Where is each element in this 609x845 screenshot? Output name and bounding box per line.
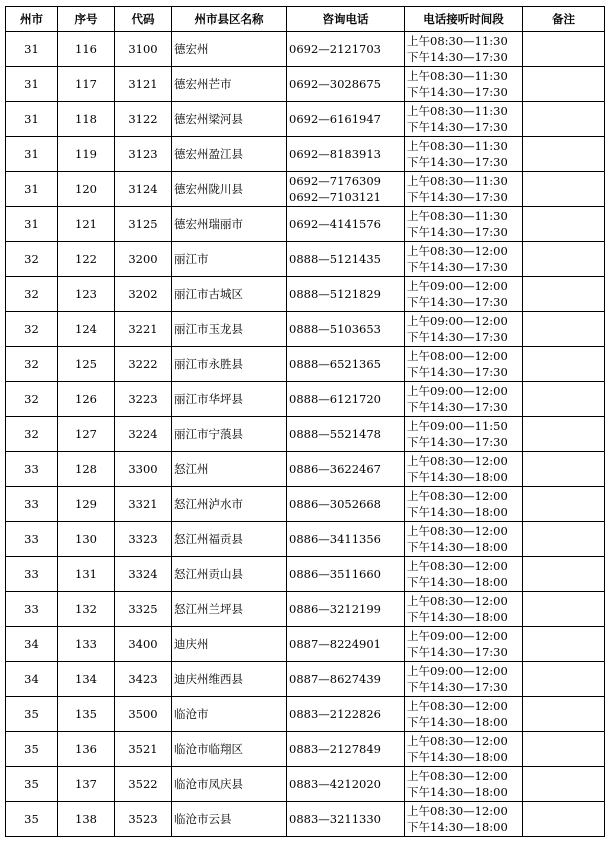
cell-name: 丽江市宁蒗县 (172, 417, 287, 452)
table-row (6, 452, 605, 487)
cell-xuhao: 129 (58, 487, 115, 522)
table-row (6, 67, 605, 102)
cell-zhoushi: 35 (6, 697, 58, 732)
cell-phone-line: 0886—3052668 (289, 497, 381, 511)
cell-hours (405, 592, 523, 627)
cell-hours-line: 下午14:30—18:00 (407, 610, 508, 624)
cell-note (523, 417, 605, 452)
cell-phone (287, 207, 405, 242)
cell-note (523, 67, 605, 102)
cell-zhoushi: 31 (6, 172, 58, 207)
cell-hours-line: 上午08:30—12:00 (407, 769, 508, 783)
table-row (6, 557, 605, 592)
header-hours: 电话接听时间段 (405, 7, 523, 32)
cell-hours-line: 上午08:30—11:30 (407, 34, 508, 48)
cell-zhoushi: 32 (6, 242, 58, 277)
cell-name: 德宏州瑞丽市 (172, 207, 287, 242)
cell-note (523, 347, 605, 382)
cell-hours (405, 242, 523, 277)
table-row (6, 32, 605, 67)
cell-zhoushi: 32 (6, 347, 58, 382)
cell-xuhao: 121 (58, 207, 115, 242)
cell-hours-line: 下午14:30—17:30 (407, 120, 508, 134)
cell-zhoushi: 31 (6, 32, 58, 67)
cell-zhoushi: 34 (6, 662, 58, 697)
cell-hours (405, 417, 523, 452)
cell-name: 丽江市永胜县 (172, 347, 287, 382)
cell-phone (287, 347, 405, 382)
cell-zhoushi: 35 (6, 802, 58, 837)
cell-phone-line: 0886—3511660 (289, 567, 381, 581)
cell-phone (287, 557, 405, 592)
table-row (6, 347, 605, 382)
cell-name: 德宏州 (172, 32, 287, 67)
table-row (6, 802, 605, 837)
cell-hours-line: 下午14:30—17:30 (407, 435, 508, 449)
cell-zhoushi: 35 (6, 732, 58, 767)
header-note: 备注 (523, 7, 605, 32)
cell-phone (287, 452, 405, 487)
cell-hours-line: 上午09:00—12:00 (407, 629, 508, 643)
cell-xuhao: 120 (58, 172, 115, 207)
cell-zhoushi: 32 (6, 312, 58, 347)
cell-hours-line: 上午08:30—12:00 (407, 594, 508, 608)
table-row (6, 172, 605, 207)
cell-note (523, 487, 605, 522)
cell-hours-line: 下午14:30—17:30 (407, 190, 508, 204)
cell-hours-line: 上午08:30—11:30 (407, 174, 508, 188)
cell-xuhao: 131 (58, 557, 115, 592)
cell-zhoushi: 31 (6, 207, 58, 242)
header-row (6, 7, 605, 32)
cell-note (523, 207, 605, 242)
cell-note (523, 557, 605, 592)
table-row (6, 592, 605, 627)
table-row (6, 242, 605, 277)
cell-hours-line: 上午09:00—12:00 (407, 279, 508, 293)
cell-hours (405, 627, 523, 662)
cell-name: 怒江州泸水市 (172, 487, 287, 522)
cell-name: 怒江州 (172, 452, 287, 487)
cell-note (523, 277, 605, 312)
cell-phone-line: 0692—6161947 (289, 112, 381, 126)
cell-name: 德宏州盈江县 (172, 137, 287, 172)
cell-name: 丽江市 (172, 242, 287, 277)
cell-note (523, 697, 605, 732)
cell-hours-line: 上午08:30—12:00 (407, 804, 508, 818)
cell-phone-line: 0692—2121703 (289, 42, 381, 56)
cell-xuhao: 138 (58, 802, 115, 837)
cell-phone-line: 0883—3211330 (289, 812, 381, 826)
cell-hours-line: 上午08:30—11:30 (407, 209, 508, 223)
cell-name: 怒江州贡山县 (172, 557, 287, 592)
table-row (6, 312, 605, 347)
cell-phone (287, 592, 405, 627)
cell-hours-line: 下午14:30—17:30 (407, 295, 508, 309)
cell-daima: 3122 (115, 102, 172, 137)
cell-hours (405, 767, 523, 802)
cell-hours-line: 下午14:30—18:00 (407, 505, 508, 519)
cell-note (523, 732, 605, 767)
cell-xuhao: 126 (58, 382, 115, 417)
cell-daima: 3423 (115, 662, 172, 697)
cell-daima: 3200 (115, 242, 172, 277)
cell-phone-line: 0888—6121720 (289, 392, 381, 406)
cell-phone-line: 0888—5121435 (289, 252, 381, 266)
cell-hours (405, 137, 523, 172)
cell-note (523, 592, 605, 627)
cell-phone-line: 0883—2127849 (289, 742, 381, 756)
cell-hours-line: 上午08:30—12:00 (407, 559, 508, 573)
cell-zhoushi: 31 (6, 137, 58, 172)
table-row (6, 697, 605, 732)
cell-xuhao: 132 (58, 592, 115, 627)
table-row (6, 522, 605, 557)
cell-hours-line: 下午14:30—17:30 (407, 155, 508, 169)
cell-daima: 3500 (115, 697, 172, 732)
cell-note (523, 522, 605, 557)
cell-hours-line: 下午14:30—17:30 (407, 260, 508, 274)
cell-xuhao: 125 (58, 347, 115, 382)
cell-hours (405, 67, 523, 102)
cell-hours-line: 下午14:30—18:00 (407, 785, 508, 799)
cell-hours (405, 102, 523, 137)
header-daima: 代码 (115, 7, 172, 32)
cell-name: 临沧市 (172, 697, 287, 732)
cell-hours-line: 上午08:30—12:00 (407, 454, 508, 468)
cell-phone (287, 172, 405, 207)
cell-xuhao: 128 (58, 452, 115, 487)
cell-hours (405, 312, 523, 347)
header-name: 州市县区名称 (172, 7, 287, 32)
cell-note (523, 102, 605, 137)
cell-hours-line: 下午14:30—18:00 (407, 575, 508, 589)
cell-name: 德宏州陇川县 (172, 172, 287, 207)
cell-xuhao: 135 (58, 697, 115, 732)
cell-note (523, 662, 605, 697)
cell-note (523, 242, 605, 277)
cell-hours-line: 下午14:30—17:30 (407, 680, 508, 694)
cell-phone-line: 0888—5121829 (289, 287, 381, 301)
cell-hours-line: 下午14:30—18:00 (407, 470, 508, 484)
cell-phone (287, 67, 405, 102)
cell-hours-line: 上午08:30—12:00 (407, 524, 508, 538)
table-row (6, 662, 605, 697)
cell-zhoushi: 33 (6, 522, 58, 557)
cell-hours (405, 662, 523, 697)
cell-zhoushi: 31 (6, 102, 58, 137)
cell-xuhao: 137 (58, 767, 115, 802)
cell-zhoushi: 32 (6, 382, 58, 417)
table-row (6, 627, 605, 662)
cell-hours-line: 上午08:30—12:00 (407, 699, 508, 713)
cell-phone-line: 0888—5521478 (289, 427, 381, 441)
cell-zhoushi: 33 (6, 557, 58, 592)
cell-note (523, 32, 605, 67)
cell-xuhao: 123 (58, 277, 115, 312)
cell-phone-line: 0888—5103653 (289, 322, 381, 336)
cell-phone (287, 487, 405, 522)
table-row (6, 767, 605, 802)
cell-daima: 3223 (115, 382, 172, 417)
cell-hours-line: 下午14:30—18:00 (407, 540, 508, 554)
cell-phone (287, 627, 405, 662)
cell-note (523, 767, 605, 802)
cell-hours (405, 207, 523, 242)
cell-hours (405, 277, 523, 312)
cell-note (523, 802, 605, 837)
cell-hours-line: 下午14:30—17:30 (407, 645, 508, 659)
cell-name: 临沧市临翔区 (172, 732, 287, 767)
cell-xuhao: 136 (58, 732, 115, 767)
cell-zhoushi: 32 (6, 417, 58, 452)
cell-phone (287, 102, 405, 137)
cell-name: 迪庆州 (172, 627, 287, 662)
cell-phone-line: 0692—7176309 (289, 174, 381, 188)
cell-name: 德宏州芒市 (172, 67, 287, 102)
cell-xuhao: 118 (58, 102, 115, 137)
cell-hours-line: 上午08:30—11:30 (407, 69, 508, 83)
table-row (6, 137, 605, 172)
table-row (6, 417, 605, 452)
cell-name: 迪庆州维西县 (172, 662, 287, 697)
cell-phone (287, 382, 405, 417)
cell-phone-line: 0692—8183913 (289, 147, 381, 161)
cell-hours-line: 下午14:30—18:00 (407, 715, 508, 729)
cell-hours-line: 下午14:30—17:30 (407, 225, 508, 239)
cell-name: 怒江州福贡县 (172, 522, 287, 557)
cell-daima: 3224 (115, 417, 172, 452)
table-row (6, 732, 605, 767)
cell-xuhao: 119 (58, 137, 115, 172)
cell-daima: 3522 (115, 767, 172, 802)
table-row (6, 207, 605, 242)
cell-hours (405, 697, 523, 732)
cell-zhoushi: 33 (6, 592, 58, 627)
table-row (6, 277, 605, 312)
cell-daima: 3123 (115, 137, 172, 172)
cell-phone (287, 32, 405, 67)
cell-xuhao: 116 (58, 32, 115, 67)
cell-phone (287, 312, 405, 347)
cell-phone (287, 662, 405, 697)
cell-phone-line: 0886—3411356 (289, 532, 381, 546)
cell-daima: 3202 (115, 277, 172, 312)
cell-hours-line: 上午09:00—12:00 (407, 314, 508, 328)
cell-zhoushi: 33 (6, 452, 58, 487)
cell-daima: 3325 (115, 592, 172, 627)
cell-daima: 3100 (115, 32, 172, 67)
cell-name: 丽江市玉龙县 (172, 312, 287, 347)
table-row (6, 102, 605, 137)
cell-daima: 3323 (115, 522, 172, 557)
cell-hours-line: 下午14:30—17:30 (407, 400, 508, 414)
cell-name: 德宏州梁河县 (172, 102, 287, 137)
cell-name: 临沧市云县 (172, 802, 287, 837)
cell-hours (405, 732, 523, 767)
cell-hours (405, 802, 523, 837)
cell-phone-line: 0887—8224901 (289, 637, 381, 651)
cell-xuhao: 122 (58, 242, 115, 277)
cell-phone-line: 0886—3622467 (289, 462, 381, 476)
cell-xuhao: 134 (58, 662, 115, 697)
cell-hours-line: 上午08:30—12:00 (407, 734, 508, 748)
table-body (6, 32, 605, 837)
table-row (6, 382, 605, 417)
cell-note (523, 172, 605, 207)
header-zhoushi: 州市 (6, 7, 58, 32)
cell-phone-line: 0692—7103121 (289, 190, 381, 204)
cell-hours (405, 487, 523, 522)
cell-zhoushi: 32 (6, 277, 58, 312)
cell-hours-line: 上午08:30—12:00 (407, 244, 508, 258)
cell-phone-line: 0692—3028675 (289, 77, 381, 91)
cell-daima: 3400 (115, 627, 172, 662)
table-row (6, 487, 605, 522)
cell-hours-line: 下午14:30—18:00 (407, 750, 508, 764)
cell-hours-line: 上午09:00—11:50 (407, 419, 508, 433)
cell-zhoushi: 34 (6, 627, 58, 662)
cell-phone (287, 277, 405, 312)
cell-hours-line: 下午14:30—17:30 (407, 330, 508, 344)
cell-phone (287, 137, 405, 172)
cell-hours-line: 下午14:30—18:00 (407, 820, 508, 834)
cell-hours-line: 上午08:00—12:00 (407, 349, 508, 363)
cell-hours-line: 下午14:30—17:30 (407, 50, 508, 64)
cell-zhoushi: 35 (6, 767, 58, 802)
cell-phone-line: 0692—4141576 (289, 217, 381, 231)
cell-note (523, 382, 605, 417)
cell-hours (405, 452, 523, 487)
cell-hours-line: 下午14:30—17:30 (407, 85, 508, 99)
header-phone: 咨询电话 (287, 7, 405, 32)
cell-xuhao: 127 (58, 417, 115, 452)
cell-zhoushi: 31 (6, 67, 58, 102)
cell-xuhao: 124 (58, 312, 115, 347)
cell-phone-line: 0888—6521365 (289, 357, 381, 371)
cell-phone (287, 522, 405, 557)
cell-xuhao: 117 (58, 67, 115, 102)
cell-hours-line: 上午09:00—12:00 (407, 384, 508, 398)
cell-hours (405, 522, 523, 557)
cell-name: 丽江市古城区 (172, 277, 287, 312)
cell-phone (287, 767, 405, 802)
cell-phone-line: 0886—3212199 (289, 602, 381, 616)
cell-note (523, 627, 605, 662)
cell-phone (287, 732, 405, 767)
cell-name: 怒江州兰坪县 (172, 592, 287, 627)
cell-daima: 3523 (115, 802, 172, 837)
cell-name: 丽江市华坪县 (172, 382, 287, 417)
cell-phone (287, 242, 405, 277)
cell-note (523, 452, 605, 487)
cell-daima: 3124 (115, 172, 172, 207)
consultation-phone-table (5, 6, 605, 837)
cell-note (523, 312, 605, 347)
cell-phone (287, 417, 405, 452)
cell-hours-line: 下午14:30—17:30 (407, 365, 508, 379)
cell-daima: 3521 (115, 732, 172, 767)
cell-hours (405, 32, 523, 67)
cell-daima: 3121 (115, 67, 172, 102)
cell-phone-line: 0887—8627439 (289, 672, 381, 686)
header-xuhao: 序号 (58, 7, 115, 32)
cell-daima: 3321 (115, 487, 172, 522)
cell-note (523, 137, 605, 172)
cell-hours (405, 382, 523, 417)
cell-phone (287, 697, 405, 732)
cell-xuhao: 133 (58, 627, 115, 662)
cell-daima: 3125 (115, 207, 172, 242)
cell-daima: 3324 (115, 557, 172, 592)
cell-phone-line: 0883—2122826 (289, 707, 381, 721)
cell-hours (405, 172, 523, 207)
cell-phone (287, 802, 405, 837)
cell-name: 临沧市凤庆县 (172, 767, 287, 802)
cell-hours-line: 上午09:00—12:00 (407, 664, 508, 678)
cell-hours-line: 上午08:30—11:30 (407, 104, 508, 118)
cell-hours (405, 557, 523, 592)
cell-zhoushi: 33 (6, 487, 58, 522)
cell-hours (405, 347, 523, 382)
cell-daima: 3300 (115, 452, 172, 487)
cell-daima: 3222 (115, 347, 172, 382)
cell-phone-line: 0883—4212020 (289, 777, 381, 791)
cell-hours-line: 上午08:30—11:30 (407, 139, 508, 153)
cell-daima: 3221 (115, 312, 172, 347)
cell-xuhao: 130 (58, 522, 115, 557)
cell-hours-line: 上午08:30—12:00 (407, 489, 508, 503)
